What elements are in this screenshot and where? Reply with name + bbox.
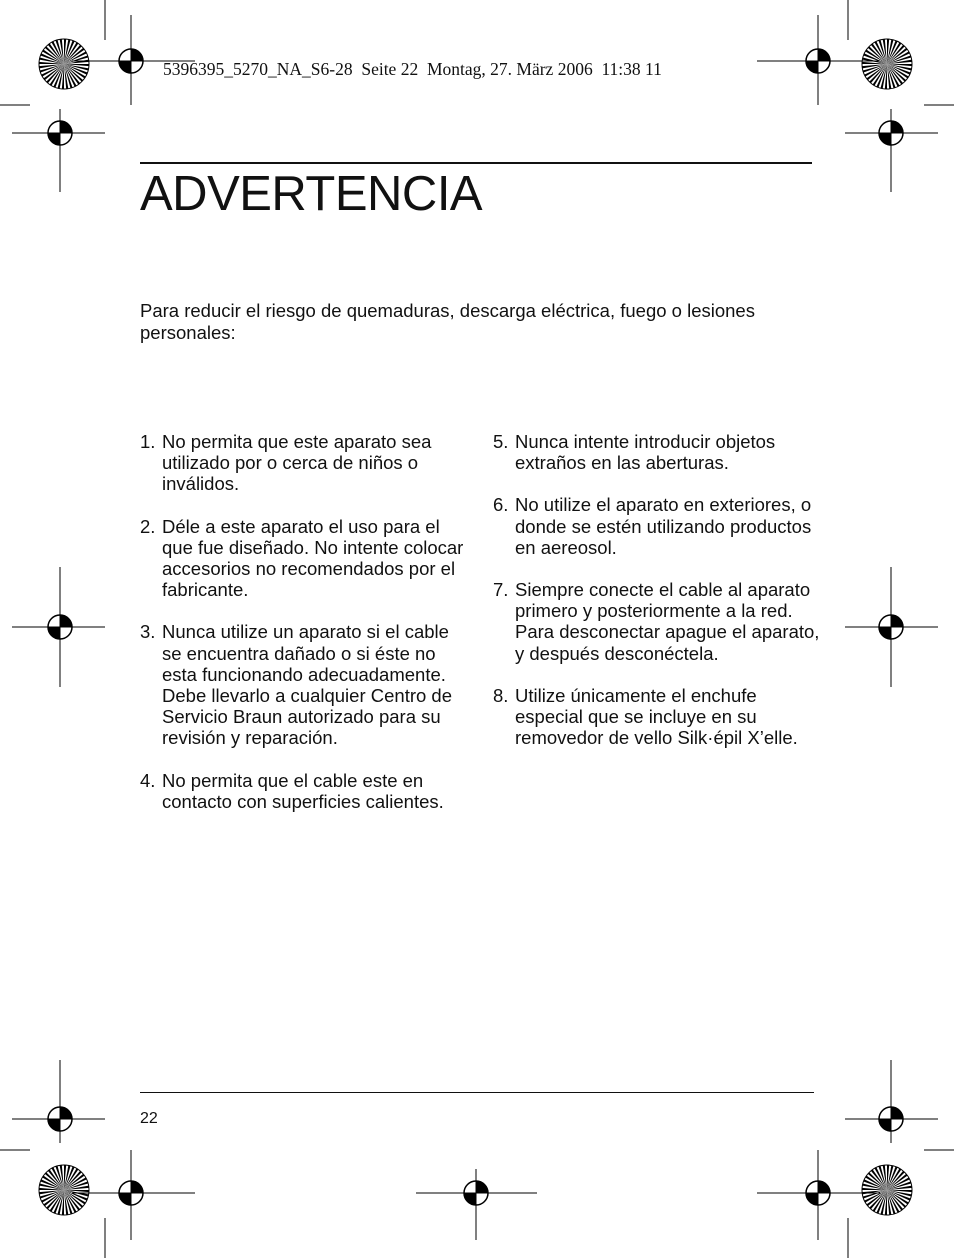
item-text: No utilize el aparato en exteriores, o donde se estén utilizando productos en aereosol. xyxy=(515,494,812,558)
warning-list-right xyxy=(493,431,823,769)
item-text: Nunca utilize un aparato si el cable se encuentra dañado o si éste no esta funcionando adecuadamente. Debe llevarlo a cualquier Centro de Servicio Braun autorizado para su revisión y reparación. xyxy=(162,621,453,749)
footer-rule xyxy=(140,1092,814,1093)
item-number: 4. xyxy=(140,769,156,791)
registration-mark-icon xyxy=(36,603,84,651)
item-text: Utilize únicamente el enchufe especial que se incluye en su removedor de vello Silk·épil X’elle. xyxy=(515,684,798,749)
star-target-icon xyxy=(39,1165,89,1215)
star-target-icon xyxy=(862,39,912,89)
intro-paragraph: Para reducir el riesgo de quemaduras, descarga eléctrica, fuego o lesiones personales: xyxy=(140,300,755,343)
registration-mark-icon xyxy=(36,109,84,157)
registration-mark-icon xyxy=(107,1169,155,1217)
star-target-icon xyxy=(39,39,89,89)
registration-mark-icon xyxy=(867,109,915,157)
item-number: 3. xyxy=(140,621,156,643)
item-text: Déle a este aparato el uso para el que fue diseñado. No intente colocar accesorios no recomendados por el fabricante. xyxy=(162,515,464,601)
page-title: ADVERTENCIA xyxy=(140,167,483,221)
item-text: No permita que este aparato sea utilizado por o cerca de niños o inválidos. xyxy=(162,431,432,495)
warning-item xyxy=(493,431,823,473)
item-number: 7. xyxy=(493,579,509,601)
item-text: Siempre conecte el cable al aparato primero y posteriormente a la red. Para desconectar apague el aparato, y después desconéctela. xyxy=(515,579,820,664)
registration-mark-icon xyxy=(452,1169,500,1217)
registration-mark-icon xyxy=(107,37,155,85)
warning-item xyxy=(140,770,470,812)
warning-item xyxy=(493,494,823,558)
registration-mark-icon xyxy=(36,1095,84,1143)
print-header: 5396395_5270_NA_S6-28 Seite 22 Montag, 27. März 2006 11:38 11 xyxy=(163,59,662,79)
item-number: 1. xyxy=(140,431,156,452)
title-rule xyxy=(140,162,812,164)
star-target-icon xyxy=(862,1165,912,1215)
registration-mark-icon xyxy=(867,603,915,651)
warning-item xyxy=(140,516,470,601)
warning-list-left xyxy=(140,431,470,833)
item-text: No permita que el cable este en contacto con superficies calientes. xyxy=(162,769,444,812)
item-number: 6. xyxy=(493,494,509,516)
warning-item xyxy=(140,621,470,748)
warning-item xyxy=(140,431,470,495)
registration-mark-icon xyxy=(794,37,842,85)
item-number: 5. xyxy=(493,431,509,452)
registration-mark-icon xyxy=(867,1095,915,1143)
warning-item xyxy=(493,685,823,749)
item-number: 2. xyxy=(140,515,156,537)
page-number: 22 xyxy=(140,1110,158,1127)
item-text: Nunca intente introducir objetos extraños en las aberturas. xyxy=(515,431,776,474)
item-number: 8. xyxy=(493,684,509,706)
registration-mark-icon xyxy=(794,1169,842,1217)
warning-item xyxy=(493,579,823,664)
